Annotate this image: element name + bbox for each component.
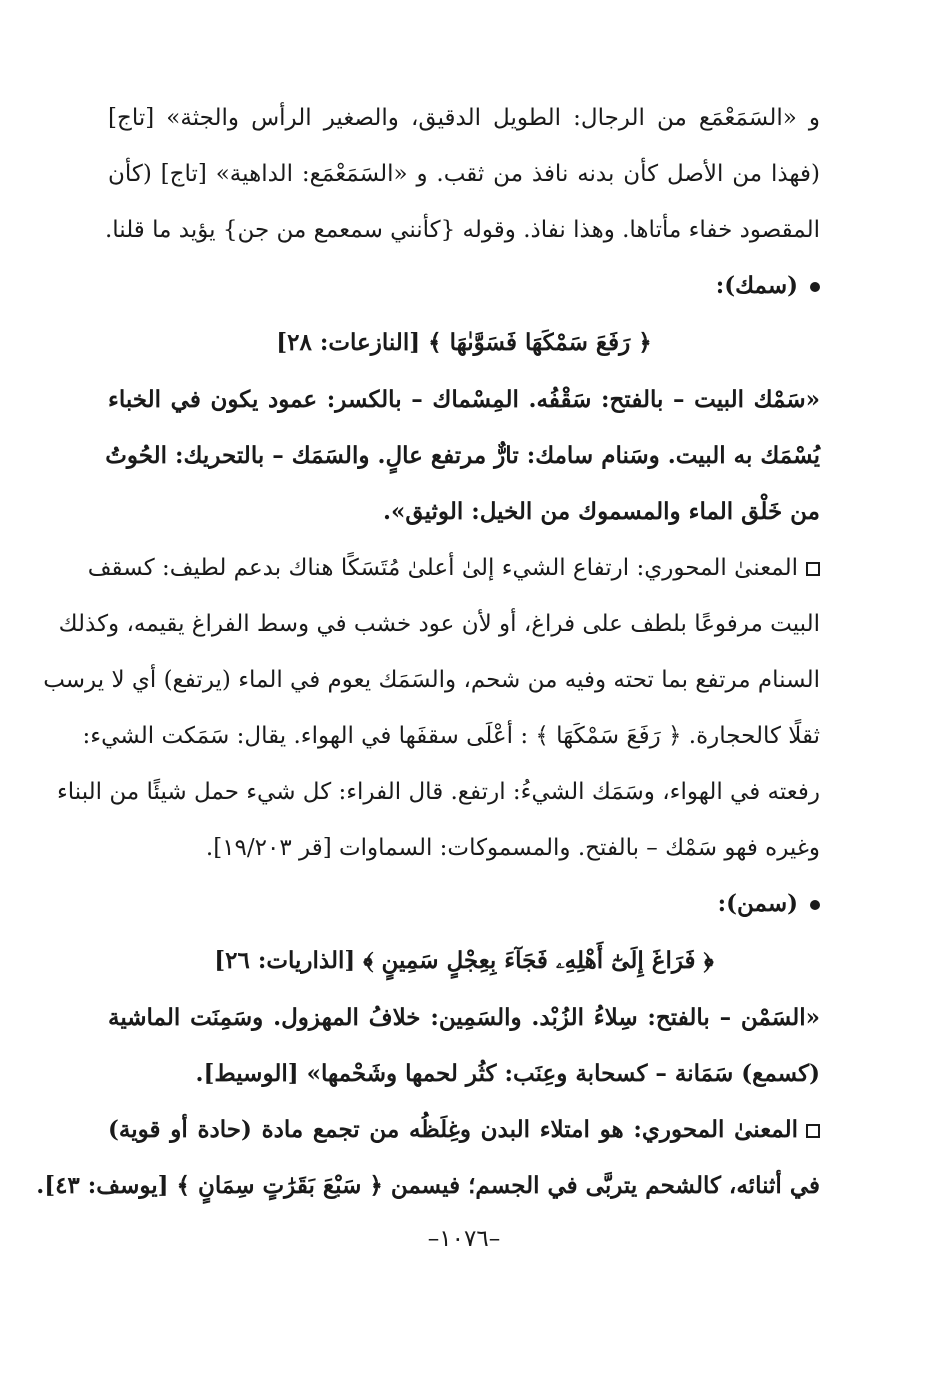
entry-heading-text: (سمك):	[715, 272, 798, 299]
entry-heading-text: (سمن):	[717, 890, 798, 917]
square-icon	[806, 562, 820, 576]
meaning-line	[87, 540, 820, 596]
bullet-icon	[810, 900, 820, 910]
page-body	[36, 90, 820, 1214]
meaning-line: رفعته في الهواء، وسَمَك الشيءُ: ارتفع. قال الفراء: كل شيء حمل شيئًا من البناء	[56, 779, 820, 805]
intro-line: المقصود خفاء مأتاها. وهذا نفاذ. وقوله {كأنني سمعمع من جن} يؤيد ما قلنا.	[104, 217, 820, 243]
definition-line: (كسمع) سَمَانة – كسحابة وعِنَب: كثُر لحمها وشَحْمها» [الوسيط].	[195, 1060, 820, 1087]
meaning-line: وغيره فهو سَمْك – بالفتح. والمسموكات: السماوات [قر ١٩/٢٠٣].	[205, 835, 820, 861]
definition-line: «سَمْك البيت – بالفتح: سَقْفُه. المِسْماك – بالكسر: عمود يكون في الخباء	[108, 386, 820, 413]
meaning-line: السنام مرتفع بما تحته وفيه من شحم، والسَمَك يعوم في الماء (يرتفع) أي لا يرسب	[43, 667, 820, 693]
entry-heading-samn	[108, 876, 820, 932]
definition-line: من خَلْق الماء والمسموك من الخيل: الوثيق».	[383, 498, 820, 525]
meaning-line: في أثنائه، كالشحم يتربَّى في الجسم؛ فيسمن ﴿ سَبْعَ بَقَرَٰتٍ سِمَانٍ ﴾ [يوسف: ٤٣].	[36, 1172, 820, 1199]
meaning-text: المعنىٰ المحوري: هو امتلاء البدن وغِلَظُه من تجمع مادة (حادة أو قوية)	[108, 1116, 798, 1143]
quran-verse: ﴿ فَرَاغَ إِلَىٰٓ أَهْلِهِۦ فَجَآءَ بِعِجْلٍ سَمِينٍ ﴾ [الذاريات: ٢٦]	[214, 947, 714, 974]
page-number: –١٠٧٦–	[427, 1226, 501, 1252]
meaning-line	[108, 1102, 820, 1158]
definition-line: «السَمْن – بالفتح: سِلاءُ الزُبْد. والسَمِين: خلافُ المهزول. وسَمِنَت الماشية	[108, 1004, 820, 1031]
quran-verse: ﴿ رَفَعَ سَمْكَهَا فَسَوَّىٰهَا ﴾ [النازعات: ٢٨]	[276, 329, 652, 356]
meaning-line: البيت مرفوعًا بلطف على فراغ، أو لأن عود خشب في وسط الفراغ يقيمه، وكذلك	[58, 611, 820, 637]
bullet-icon	[810, 282, 820, 292]
definition-line: يُسْمَك به البيت. وسَنام سامك: تارٌّ مرتفع عالٍ. والسَمَك – بالتحريك: الحُوتُ	[105, 442, 820, 469]
meaning-line: ثقلًا كالحجارة. ﴿ رَفَعَ سَمْكَهَا ﴾ : أعْلَى سقفَها في الهواء. يقال: سَمَكت الشيء:	[82, 723, 820, 749]
square-icon	[806, 1124, 820, 1138]
intro-line: و «السَمَعْمَع من الرجال: الطويل الدقيق، والصغير الرأس والجثة» [تاج]	[108, 105, 820, 131]
meaning-text: المعنىٰ المحوري: ارتفاع الشيء إلىٰ أعلىٰ مُتَسَكًا هناك بدعم لطيف: كسقف	[87, 555, 798, 581]
intro-line: (فهذا من الأصل كأن بدنه نافذ من ثقب. و «السَمَعْمَع: الداهية» [تاج] (كأن	[108, 161, 820, 187]
entry-heading-samk	[108, 258, 820, 314]
